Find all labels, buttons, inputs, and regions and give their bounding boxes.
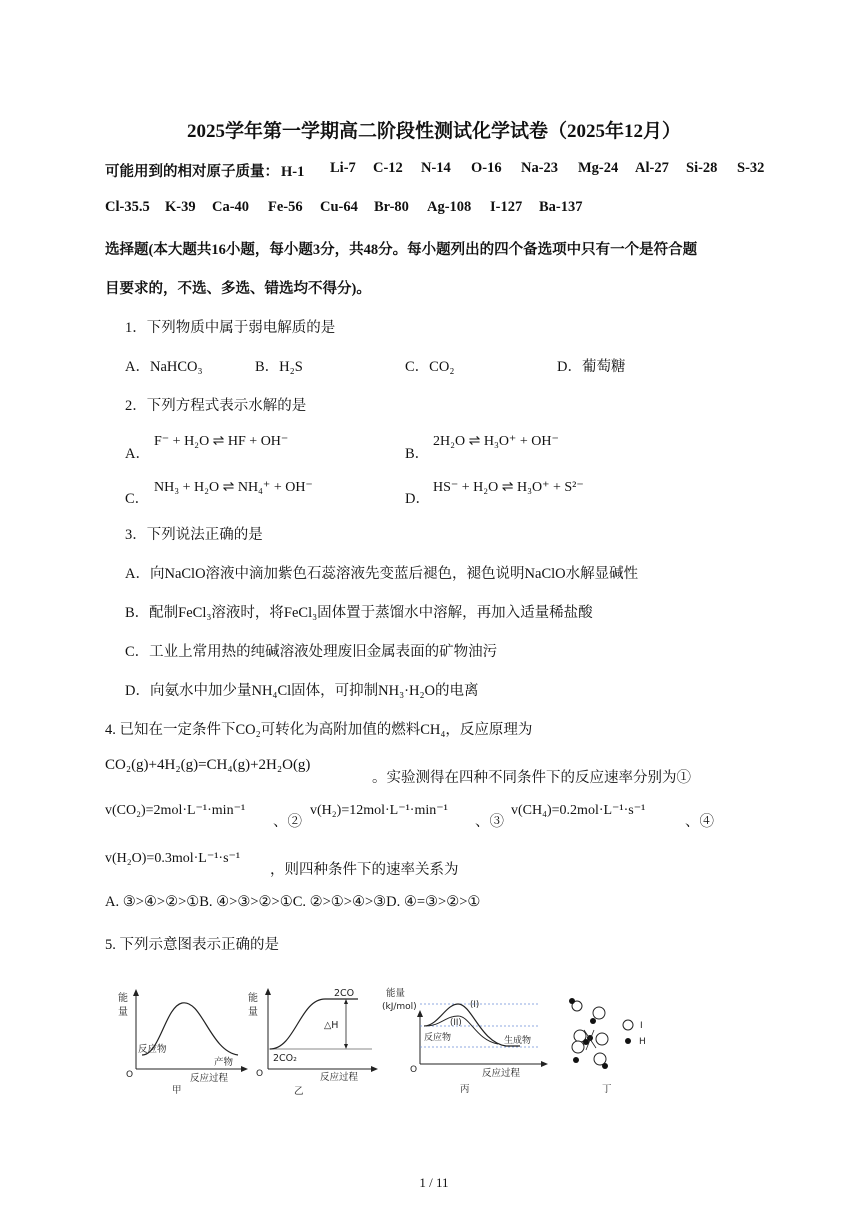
q4-sep-3: 、④ [685, 814, 714, 830]
bing-xlabel: 反应过程 [482, 1068, 521, 1079]
mass-item: Li-7 [330, 160, 356, 176]
figure-yi [240, 982, 380, 1097]
q2-option-c-label: C． [125, 491, 150, 507]
mass-item: Cl-35.5 [105, 199, 150, 215]
q3-option-d: D．向氨水中加少量NH₄Cl固体，可抑制NH₃·H₂O的电离 [125, 683, 479, 699]
q2-option-a-equation: F⁻ + H₂O ⇌ HF + OH⁻ [154, 434, 289, 449]
yi-delta-label: △H [324, 1020, 339, 1031]
jia-y-arrow [133, 989, 139, 996]
q5-stem: 5. 下列示意图表示正确的是 [105, 937, 279, 953]
mass-item: I-127 [490, 199, 523, 215]
jia-product: 产物 [214, 1057, 234, 1068]
jia-ylabel: 能 [118, 993, 128, 1004]
q2-stem: 2．下列方程式表示水解的是 [125, 398, 307, 414]
bing-caption: 丙 [460, 1084, 470, 1095]
atomic-mass-intro: 可能用到的相对原子质量： [105, 164, 279, 180]
q2-option-d-equation: HS⁻ + H₂O ⇌ H₃O⁺ + S²⁻ [433, 480, 584, 495]
mass-item: Mg-24 [578, 160, 619, 176]
yi-delta-arrow-tail [344, 1044, 348, 1049]
bing-x-arrow [541, 1061, 548, 1067]
mass-item: Fe-56 [268, 199, 303, 215]
yi-bottom-label: 2CO₂ [273, 1053, 297, 1064]
ding-legend-h: H [639, 1037, 646, 1047]
q4-rate-1: v(CO₂)=2mol·L⁻¹·min⁻¹ [105, 803, 246, 818]
page-title: 2025学年第一学期高二阶段性测试化学试卷（2025年12月） [186, 121, 681, 142]
q4-rate-3: v(CH₄)=0.2mol·L⁻¹·s⁻¹ [511, 803, 646, 818]
bing-path-2: (II) [450, 1018, 462, 1028]
q3-option-a: A．向NaClO溶液中滴加紫色石蕊溶液先变蓝后褪色，褪色说明NaClO水解显碱性 [125, 566, 639, 582]
yi-curve [270, 999, 358, 1049]
figure-jia [110, 985, 250, 1097]
mass-item: Si-28 [686, 160, 718, 176]
yi-ylabel: 量 [248, 1007, 258, 1018]
mass-item: H-1 [281, 164, 305, 180]
ding-legend-h-mark [625, 1038, 631, 1044]
mass-item: Cu-64 [320, 199, 358, 215]
ding-legend-i-mark [623, 1020, 633, 1030]
bing-origin: O [410, 1065, 418, 1075]
q4-sep-1: 、② [273, 814, 302, 830]
yi-origin: O [256, 1069, 264, 1079]
q3-option-c: C．工业上常用热的纯碱溶液处理废旧金属表面的矿物油污 [125, 644, 498, 660]
q2-option-b-label: B． [405, 446, 430, 462]
bing-path-1: (I) [470, 1000, 480, 1010]
bing-product: 生成物 [504, 1036, 532, 1046]
figure-ding [560, 990, 670, 1097]
instructions-line-1: 选择题(本大题共16小题，每小题3分，共48分。每小题列出的四个备选项中只有一个是符合题 [105, 242, 698, 258]
q1-option-b: B．H₂S [255, 359, 303, 375]
ding-atom-h [569, 998, 575, 1004]
page-number: 1 / 11 [419, 1175, 449, 1190]
q3-option-b: B．配制FeCl₃溶液时，将FeCl₃固体置于蒸馏水中溶解，再加入适量稀盐酸 [125, 605, 593, 621]
yi-x-arrow [371, 1066, 378, 1072]
q4-stem-3: ，则四种条件下的速率关系为 [270, 862, 459, 878]
bing-ylabel-unit: (kJ/mol) [382, 1002, 417, 1012]
q3-stem: 3．下列说法正确的是 [125, 527, 263, 543]
ding-legend-i: I [640, 1021, 643, 1031]
mass-item: K-39 [165, 199, 196, 215]
q4-rate-2: v(H₂)=12mol·L⁻¹·min⁻¹ [310, 803, 448, 818]
q2-option-b-equation: 2H₂O ⇌ H₃O⁺ + OH⁻ [433, 434, 559, 449]
bing-ylabel: 能量 [386, 988, 406, 999]
yi-caption: 乙 [294, 1086, 304, 1097]
yi-y-arrow [265, 988, 271, 995]
ding-molecule-i [593, 1007, 605, 1019]
jia-origin: O [126, 1070, 134, 1080]
q4-reaction: CO₂(g)+4H₂(g)=CH₄(g)+2H₂O(g) [105, 757, 311, 773]
mass-item: Br-80 [374, 199, 409, 215]
ding-molecule-i [596, 1033, 608, 1045]
mass-item: N-14 [421, 160, 451, 176]
q4-stem-2: 。实验测得在四种不同条件下的反应速率分别为① [372, 770, 691, 786]
mass-item: Ba-137 [539, 199, 583, 215]
mass-item: Al-27 [635, 160, 669, 176]
q1-option-d: D．葡萄糖 [557, 359, 626, 375]
ding-molecule-i [572, 1041, 584, 1053]
q2-option-a-label: A． [125, 446, 150, 462]
mass-item: O-16 [471, 160, 502, 176]
q4-rate-4: v(H₂O)=0.3mol·L⁻¹·s⁻¹ [105, 851, 241, 866]
atomic-mass-line-1 [105, 160, 304, 181]
jia-xlabel: 反应过程 [190, 1073, 229, 1084]
instructions-line-2: 目要求的，不选、多选、错选均不得分)。 [105, 281, 371, 297]
mass-item: S-32 [737, 160, 765, 176]
q2-option-d-label: D． [405, 491, 430, 507]
yi-ylabel: 能 [248, 993, 258, 1004]
mass-item: Ca-40 [212, 199, 250, 215]
mass-item: Ag-108 [427, 199, 472, 215]
q4-options: A. ③>④>②>①B. ④>③>②>①C. ②>①>④>③D. ④=③>②>① [105, 894, 481, 910]
ding-atom-h [573, 1057, 579, 1063]
q1-option-a: A．NaHCO₃ [125, 359, 203, 375]
bing-reactant: 反应物 [424, 1033, 452, 1043]
bing-y-arrow [417, 1010, 423, 1017]
q1-stem: 1．下列物质中属于弱电解质的是 [125, 320, 336, 336]
jia-reactant: 反应物 [138, 1044, 167, 1055]
jia-ylabel: 量 [118, 1007, 128, 1018]
q2-option-c-equation: NH₃ + H₂O ⇌ NH₄⁺ + OH⁻ [154, 480, 313, 495]
q4-sep-2: 、③ [475, 814, 504, 830]
ding-atom-h [590, 1018, 596, 1024]
q1-option-c: C．CO₂ [405, 359, 455, 375]
yi-top-label: 2CO [334, 988, 355, 999]
jia-caption: 甲 [172, 1085, 182, 1096]
q4-stem-1: 4. 已知在一定条件下CO₂可转化为高附加值的燃料CH₄，反应原理为 [105, 722, 533, 738]
ding-atom-h [602, 1063, 608, 1069]
figure-bing [380, 982, 550, 1097]
yi-delta-arrow-head [344, 999, 348, 1004]
mass-item: Na-23 [521, 160, 559, 176]
ding-caption: 丁 [602, 1084, 612, 1095]
mass-item: C-12 [373, 160, 403, 176]
yi-xlabel: 反应过程 [320, 1072, 359, 1083]
